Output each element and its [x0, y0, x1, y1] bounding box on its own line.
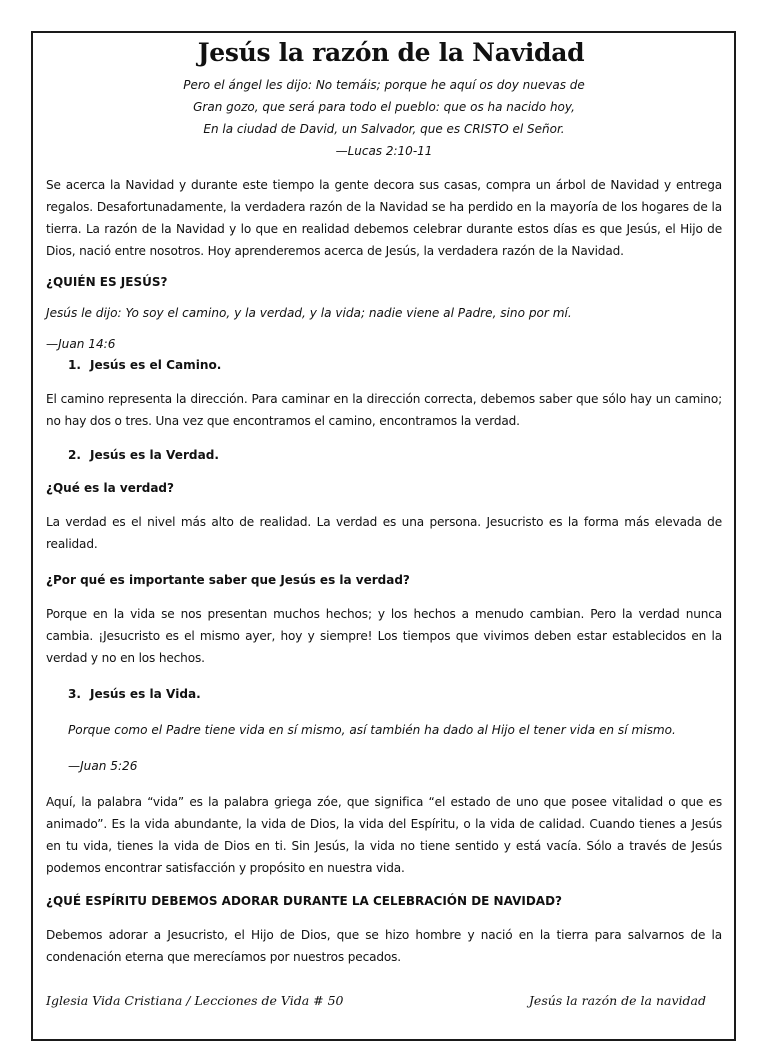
footer-church-name: Iglesia Vida Cristiana / Lecciones de Vida # 50 — [46, 993, 344, 1008]
question-why-important: ¿Por qué es importante saber que Jesús es la verdad? — [46, 573, 410, 587]
epigraph-reference: —Lucas 2:10-11 — [335, 144, 433, 158]
epigraph-line: En la ciudad de David, un Salvador, que es CRISTO el Señor. — [203, 122, 565, 136]
point-1-title — [46, 354, 722, 376]
point-3-text: Aquí, la palabra “vida” es la palabra griega zóe, que significa “el estado de uno que posee vitalidad o que es animado”. Es la vida abundante, la vida de Dios, la vida del Espíritu, o la vida de calidad. Cuando tienes a Jesús en tu vida, tienes la vida de Dios en ti. Sin Jesús, la vida no tiene sentido y está vacía. Sólo a través de Jesús podemos encontrar satisfacción y propósito en nuestra vida. — [46, 795, 722, 875]
epigraph-line: Pero el ángel les dijo: No temáis; porque he aquí os doy nuevas de — [183, 78, 585, 92]
page-title: Jesús la razón de la Navidad — [197, 38, 585, 67]
footer-lesson-title: Jesús la razón de la navidad — [528, 993, 706, 1008]
point-number: 3. — [68, 687, 82, 701]
section-heading-spirit: ¿QUÉ ESPÍRITU DEBEMOS ADORAR DURANTE LA CELEBRACIÓN DE NAVIDAD? — [46, 894, 562, 908]
question-what-is-truth: ¿Qué es la verdad? — [46, 481, 174, 495]
point-1-text: El camino representa la dirección. Para caminar en la dirección correcta, debemos saber que sólo hay un camino; no hay dos o tres. Una vez que encontramos el camino, encontramos la verdad. — [46, 392, 722, 428]
section-heading-who: ¿QUIÉN ES JESÚS? — [46, 275, 168, 289]
scripture-reference: —Juan 5:26 — [68, 759, 138, 773]
epigraph — [46, 74, 722, 162]
point-label: Jesús es el Camino. — [90, 358, 222, 372]
document-body — [46, 36, 722, 968]
intro-paragraph: Se acerca la Navidad y durante este tiempo la gente decora sus casas, compra un árbol de Navidad y entrega regalos. Desafortunadamente, la verdadera razón de la Navidad se ha perdido en la mayoría de los hogares de la tierra. La razón de la Navidad y lo que en realidad debemos celebrar durante estos días es que Jesús, el Hijo de Dios, nació entre nosotros. Hoy aprenderemos acerca de Jesús, la verdadera razón de la Navidad. — [46, 178, 722, 258]
point-number: 1. — [68, 358, 82, 372]
answer-why-important: Porque en la vida se nos presentan muchos hechos; y los hechos a menudo cambian. Pero la verdad nunca cambia. ¡Jesucristo es el mismo ayer, hoy y siempre! Los tiempos que vivimos deben estar establecidos en la verdad y no en los hechos. — [46, 607, 722, 665]
point-2-title — [46, 444, 722, 466]
point-label: Jesús es la Verdad. — [90, 448, 219, 462]
scripture-quote: Jesús le dijo: Yo soy el camino, y la verdad, y la vida; nadie viene al Padre, sino por mí. — [46, 306, 572, 320]
scripture-quote: Porque como el Padre tiene vida en sí mismo, así también ha dado al Hijo el tener vida en sí mismo. — [68, 723, 676, 737]
epigraph-line: Gran gozo, que será para todo el pueblo: que os ha nacido hoy, — [193, 100, 575, 114]
point-3-title — [46, 683, 722, 705]
closing-paragraph: Debemos adorar a Jesucristo, el Hijo de Dios, que se hizo hombre y nació en la tierra para salvarnos de la condenación eterna que merecíamos por nuestros pecados. — [46, 928, 722, 964]
answer-what-is-truth: La verdad es el nivel más alto de realidad. La verdad es una persona. Jesucristo es la forma más elevada de realidad. — [46, 515, 722, 551]
scripture-reference: —Juan 14:6 — [46, 337, 116, 351]
point-number: 2. — [68, 448, 82, 462]
point-label: Jesús es la Vida. — [90, 687, 201, 701]
